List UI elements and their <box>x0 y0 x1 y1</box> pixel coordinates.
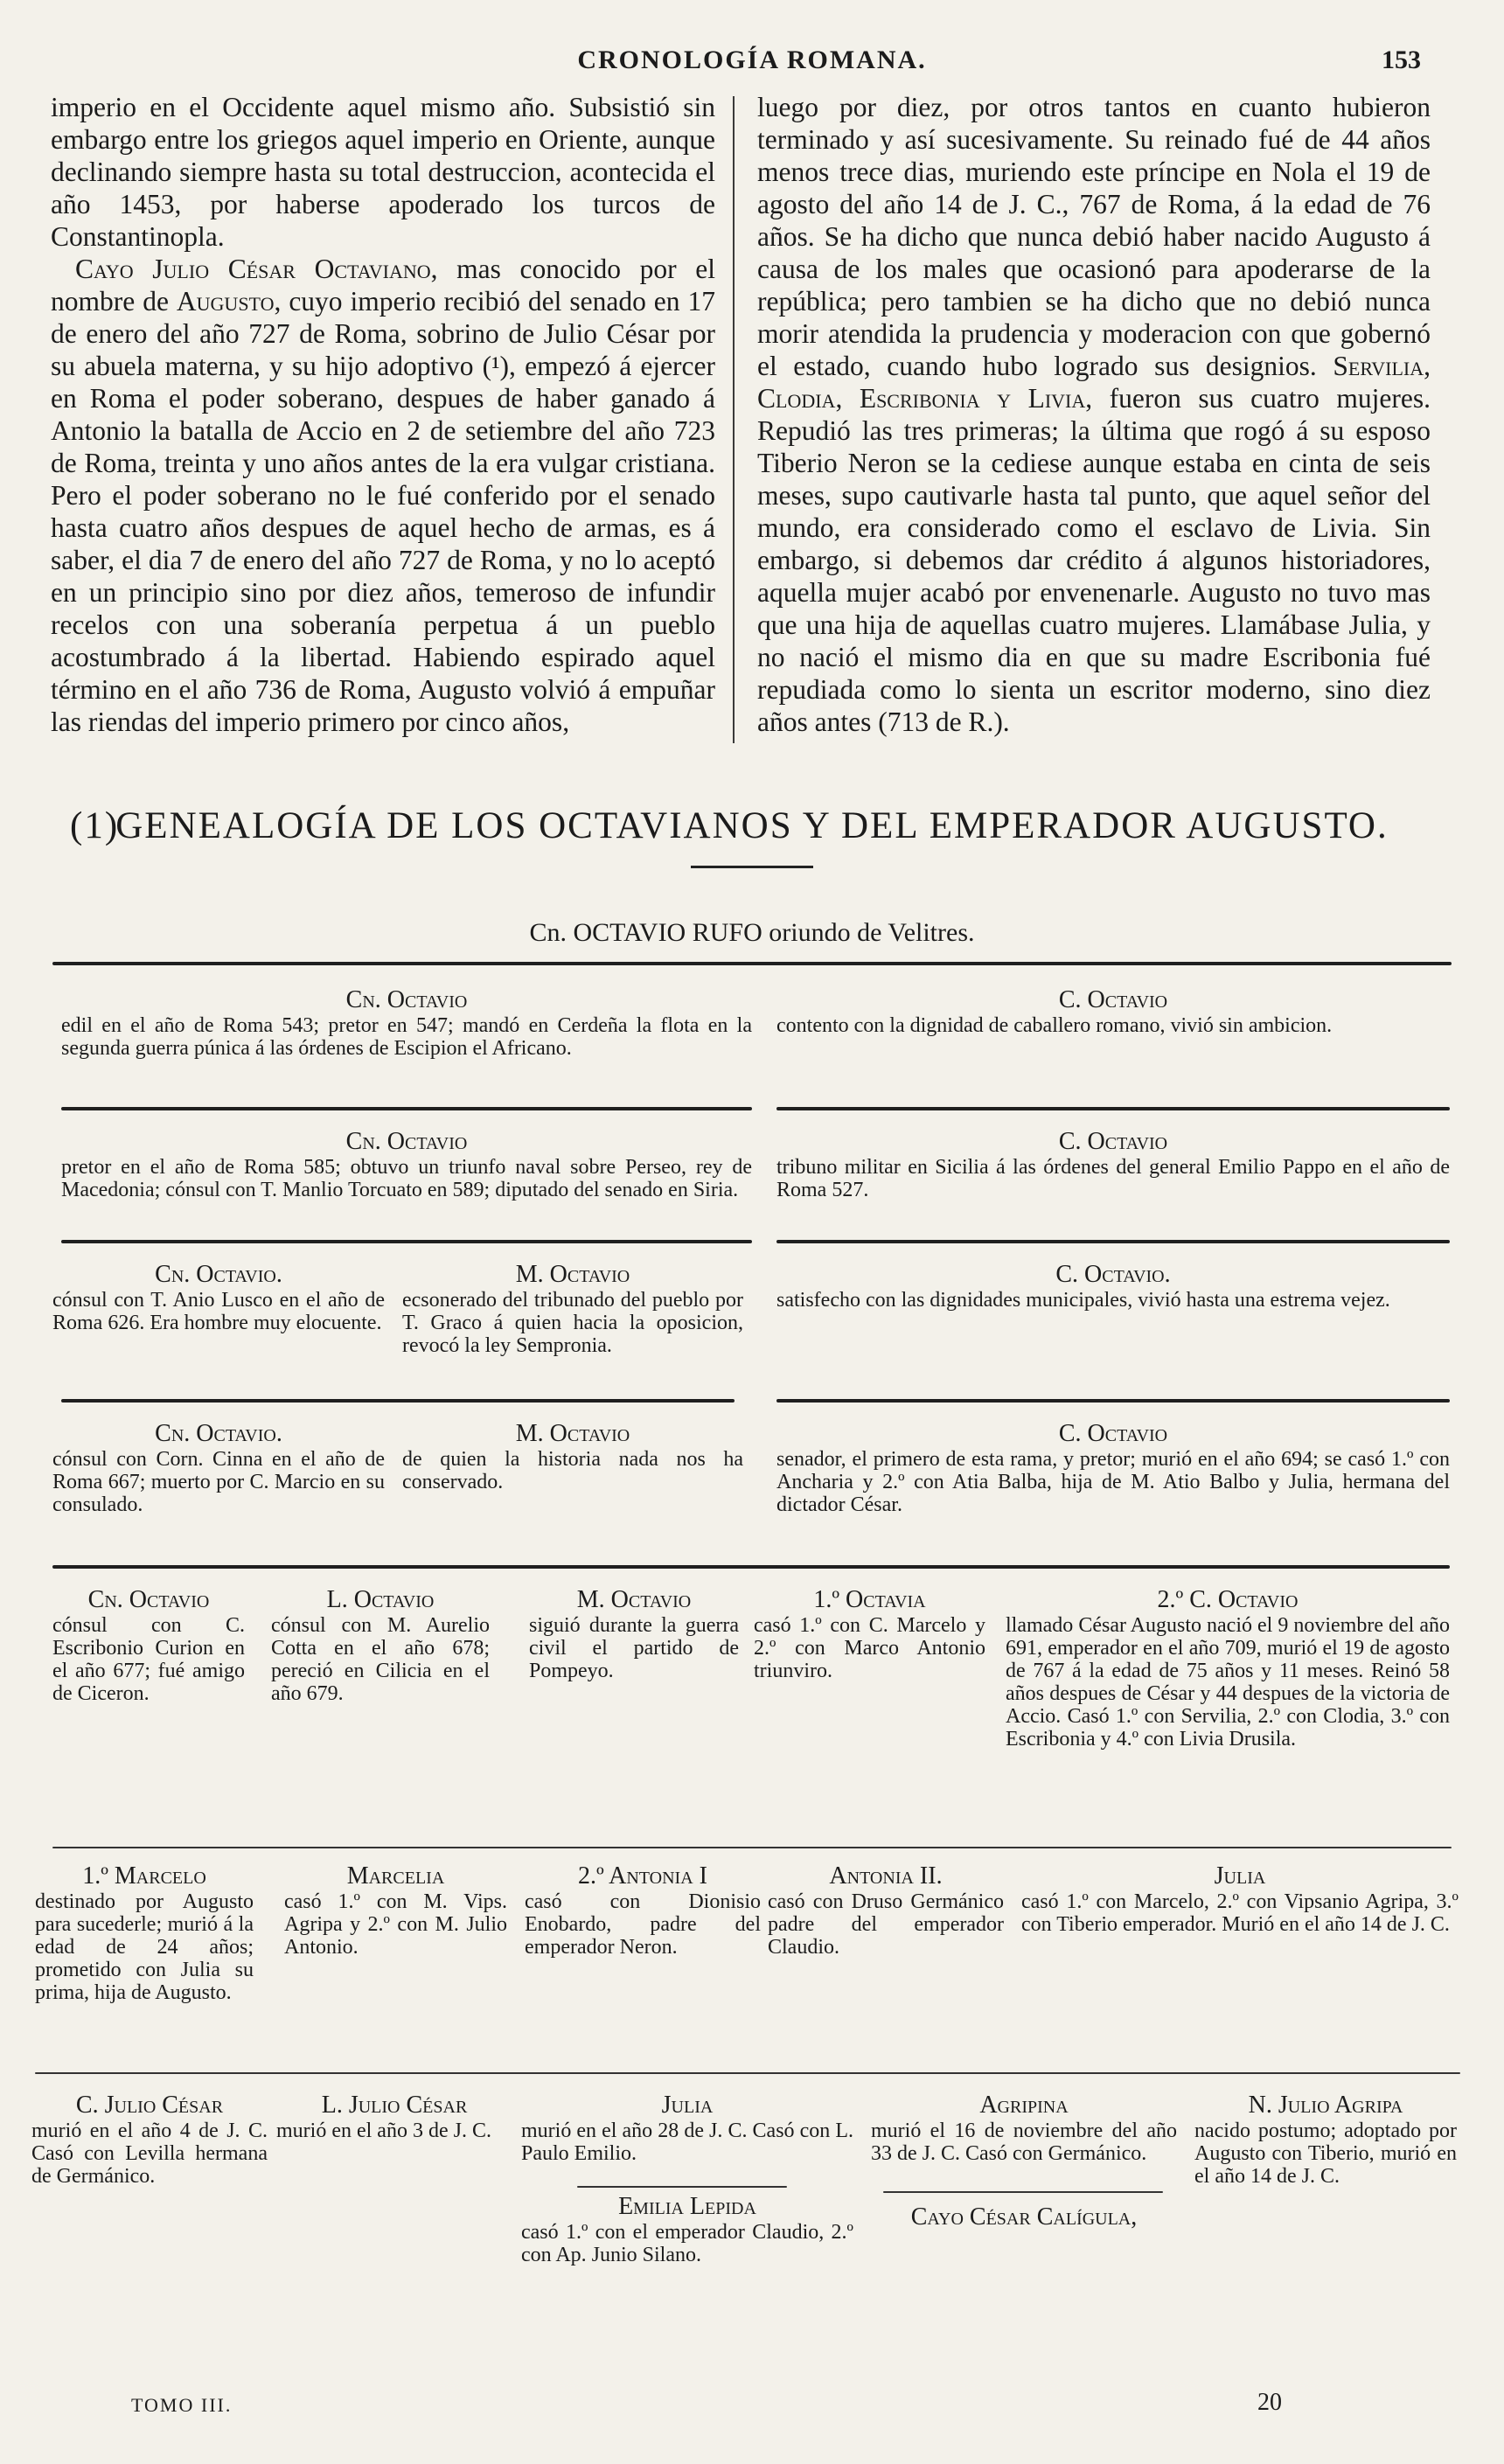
rule-julia <box>577 2186 787 2188</box>
gen6-text-4: casó con Druso Germánico padre del emperador Claudio. <box>768 1890 1004 1959</box>
gen7-node-7 <box>1194 2092 1457 2188</box>
rule-gen3-right <box>776 1399 1450 1403</box>
augusto-name: Augusto <box>176 286 275 317</box>
left-column <box>51 91 715 738</box>
rule-gen4-left <box>52 1565 804 1569</box>
rule-gen6 <box>35 2072 1460 2074</box>
gen5-node-4 <box>754 1586 985 1682</box>
gen2-text-1: pretor en el año de Roma 585; obtuvo un triunfo naval sobre Perseo, rey de Macedonia; cónsul con T. Manlio Torcuato en 589; diputado del senado en Siria. <box>61 1156 752 1201</box>
footnote-mark: (1) <box>70 805 120 846</box>
gen4-node-1 <box>52 1420 385 1516</box>
left-paragraph-2 <box>51 253 715 738</box>
gen4-node-2 <box>402 1420 743 1493</box>
gen3-text-1: cónsul con T. Anio Lusco en el año de Roma 626. Era hombre muy elocuente. <box>52 1289 385 1334</box>
gen3-name-2: M. Octavio <box>515 1261 630 1288</box>
genealogy-title <box>0 804 1504 847</box>
rule-gen2-right <box>776 1240 1450 1243</box>
column-divider <box>733 96 735 743</box>
rule-gen3-left <box>61 1399 735 1403</box>
gen5-name-2: L. Octavio <box>326 1586 435 1613</box>
signature-mark: 20 <box>1257 2389 1282 2416</box>
gen6-text-3: casó con Dionisio Enobardo, padre del emperador Neron. <box>525 1890 761 1959</box>
gen1-text-2: contento con la dignidad de caballero romano, vivió sin ambicion. <box>776 1014 1333 1037</box>
right-paragraph-1-b: , fueron sus cuatro mujeres. Repudió las tres primeras; la última que rogó á su esposo Tiberio Neron se la cediese aunque estaba en cinta de seis meses, supo cautivarle hasta tal punto, que aquel señor del mundo, era considerado como el esclavo de Livia. Sin embargo, si debemos dar crédito á algunos historiadores, aquella mujer acabó por envenenarle. Augusto no tuvo mas que una hija de aquellas cuatro mujeres. Llamábase Julia, y no nació el mismo dia en que su madre Escribonia fué repudiada como lo sienta un escritor moderno, sino diez años antes (713 de R.). <box>757 383 1431 737</box>
gen3-node-2 <box>402 1261 743 1357</box>
gen1-name-1: Cn. Octavio <box>345 986 468 1013</box>
gen7-text-1: murió en el año 4 de J. C. Casó con Levilla hermana de Germánico. <box>31 2119 268 2188</box>
gen7-name-5: Agripina <box>979 2092 1069 2119</box>
gen7-text-5: murió el 16 de noviembre del año 33 de J. C. Casó con Germánico. <box>871 2119 1177 2165</box>
octaviano-name: Cayo Julio César Octaviano <box>75 254 431 284</box>
genealogy-title-text: GENEALOGÍA DE LOS OCTAVIANOS Y DEL EMPERADOR AUGUSTO. <box>115 805 1389 846</box>
right-paragraph-1 <box>757 91 1431 738</box>
gen1-node-1 <box>61 986 752 1060</box>
gen3-text-2: ecsonerado del tribunado del pueblo por T. Graco á quien hacia la oposicion, revocó la ley Sempronia. <box>402 1289 743 1357</box>
gen1-text-1: edil en el año de Roma 543; pretor en 547; mandó en Cerdeña la flota en la segunda guerra púnica á las órdenes de Escipion el Africano. <box>61 1014 752 1060</box>
gen6-name-2: Marcelia <box>346 1862 445 1890</box>
gen6-node-2 <box>284 1862 507 1959</box>
gen4-text-1: cónsul con Corn. Cinna en el año de Roma 667; muerto por C. Marcio en su consulado. <box>52 1448 385 1516</box>
rule-agripina <box>883 2191 1163 2193</box>
gen2-node-1 <box>61 1128 752 1201</box>
ancestor-name: Cn. OCTAVIO RUFO oriundo de Velitres. <box>529 918 975 947</box>
gen7-name-7: N. Julio Agripa <box>1248 2092 1403 2119</box>
gen2-name-1: Cn. Octavio <box>345 1128 468 1155</box>
gen7-name-1: C. Julio César <box>75 2092 224 2119</box>
gen7-name-3: Julia <box>661 2092 714 2119</box>
gen7-name-6: Cayo César Calígula, <box>910 2203 1138 2231</box>
gen7-node-5 <box>871 2092 1177 2165</box>
gen5-name-1: Cn. Octavio <box>87 1586 210 1613</box>
gen6-name-4: Antonia II. <box>829 1862 943 1890</box>
rule-gen2-left <box>61 1240 752 1243</box>
gen5-node-2 <box>271 1586 490 1705</box>
gen7-text-7: nacido postumo; adoptado por Augusto con Tiberio, murió en el año 14 de J. C. <box>1194 2119 1457 2188</box>
gen4-name-2: M. Octavio <box>515 1420 630 1447</box>
gen7-node-1 <box>31 2092 268 2188</box>
gen7-name-2: L. Julio César <box>321 2092 468 2119</box>
rule-gen4-right <box>776 1565 1450 1569</box>
gen6-node-1 <box>35 1862 254 2004</box>
rule-gen1-left <box>61 1107 752 1110</box>
rule-gen1-right <box>776 1107 1450 1110</box>
gen2-text-2: tribuno militar en Sicilia á las órdenes del general Emilio Pappo en el año de Roma 527. <box>776 1156 1450 1201</box>
gen2-node-2 <box>776 1128 1450 1201</box>
gen3-name-1: Cn. Octavio. <box>155 1261 282 1288</box>
gen7-node-6 <box>871 2203 1177 2231</box>
gen6-text-5: casó 1.º con Marcelo, 2.º con Vipsanio Agripa, 3.º con Tiberio emperador. Murió en el año 14 de J. C. <box>1021 1890 1459 1936</box>
running-title: CRONOLOGÍA ROMANA. <box>577 45 927 74</box>
gen6-name-3: 2.º Antonia I <box>578 1862 707 1890</box>
gen5-node-3 <box>529 1586 739 1682</box>
gen5-text-2: cónsul con M. Aurelio Cotta en el año 678; pereció en Cilicia en el año 679. <box>271 1614 490 1705</box>
gen6-name-5: Julia <box>1214 1862 1266 1890</box>
gen3-node-1 <box>52 1261 385 1334</box>
gen5-text-4: casó 1.º con C. Marcelo y 2.º con Marco Antonio triunviro. <box>754 1614 985 1682</box>
gen5-name-4: 1.º Octavia <box>813 1586 926 1613</box>
gen7-node-2 <box>276 2092 512 2142</box>
gen4-text-2: de quien la historia nada nos ha conservado. <box>402 1448 743 1493</box>
gen5-text-5: llamado César Augusto nació el 9 noviembre del año 691, emperador en el año 709, murió el 19 de agosto de 767 á la edad de 75 años y 11 meses. Reinó 58 años despues de César y 44 despues de la victoria de Accio. Casó 1.º con Servilia, 2.º con Clodia, 3.º con Escribonia y 4.º con Livia Drusila. <box>1006 1614 1450 1751</box>
gen4-name-1: Cn. Octavio. <box>155 1420 282 1447</box>
gen4-text-3: senador, el primero de esta rama, y pretor; murió en el año 694; se casó 1.º con Ancharia y 2.º con Atia Balba, hija de M. Atio Balbo y Julia, hermana del dictador César. <box>776 1448 1450 1516</box>
rule-gen0 <box>52 962 1452 965</box>
rule-gen5 <box>52 1847 1452 1848</box>
left-paragraph-1: imperio en el Occidente aquel mismo año. Subsistió sin embargo entre los griegos aquel imperio en Oriente, aunque declinando siempre hasta su total destruccion, acontecida el año 1453, por haberse apoderado los turcos de Constantinopla. <box>51 92 715 252</box>
gen7-text-4: casó 1.º con el emperador Claudio, 2.º con Ap. Junio Silano. <box>521 2221 853 2266</box>
gen3-text-3: satisfecho con las dignidades municipales, vivió hasta una estrema vejez. <box>776 1289 1390 1312</box>
page-number: 153 <box>1382 45 1421 74</box>
gen4-node-3 <box>776 1420 1450 1516</box>
right-column <box>757 91 1431 738</box>
title-underline <box>691 866 813 868</box>
gen5-name-3: M. Octavio <box>576 1586 692 1613</box>
gen5-node-1 <box>52 1586 245 1705</box>
gen7-text-2: murió en el año 3 de J. C. <box>276 2119 491 2142</box>
gen5-node-5 <box>1006 1586 1450 1751</box>
left-paragraph-2-b: , cuyo imperio recibió del senado en 17 de enero del año 727 de Roma, sobrino de Julio César por su abuela materna, y su hijo adoptivo (¹), empezó á ejercer en Roma el poder soberano, despues de haber ganado á Antonio la batalla de Accio en 2 de setiembre del año 723 de Roma, treinta y uno años antes de la era vulgar cristiana. Pero el poder soberano no le fué conferido por el senado hasta cuatro años despues de aquel hecho de armas, es á saber, el dia 7 de enero del año 727 de Roma, y no lo aceptó en un principio sino por diez años, temeroso de infundir recelos con una soberanía perpetua á un pueblo acostumbrado á la libertad. Habiendo espirado aquel término en el año 736 de Roma, Augusto volvió á empuñar las riendas del imperio primero por cinco años, <box>51 286 715 737</box>
gen3-name-3: C. Octavio. <box>1055 1261 1171 1288</box>
left-paragraph-2-a: , mas conocido por el nombre de <box>51 254 715 317</box>
gen3-node-3 <box>776 1261 1450 1312</box>
gen6-node-5 <box>1021 1862 1459 1936</box>
gen6-node-3 <box>525 1862 761 1959</box>
wives-names: Servilia, Clodia, Escribonia y Livia <box>757 351 1431 414</box>
gen6-text-2: casó 1.º con M. Vips. Agripa y 2.º con M. Julio Antonio. <box>284 1890 507 1959</box>
gen5-name-5: 2.º C. Octavio <box>1157 1586 1299 1613</box>
gen1-name-2: C. Octavio <box>1058 986 1168 1013</box>
gen2-name-2: C. Octavio <box>1058 1128 1168 1155</box>
right-paragraph-1-a: luego por diez, por otros tantos en cuanto hubieron terminado y así sucesivamente. Su reinado fué de 44 años menos trece dias, muriendo este príncipe en Nola el 19 de agosto del año 14 de J. C., 767 de Roma, á la edad de 76 años. Se ha dicho que nunca debió haber nacido Augusto á causa de los males que ocasionó para apoderarse de la república; pero tambien se ha dicho que no debió nunca morir atendida la prudencia y moderacion con que gobernó el estado, cuando hubo logrado sus designios. <box>757 92 1431 381</box>
gen5-text-1: cónsul con C. Escribonio Curion en el año 677; fué amigo de Ciceron. <box>52 1614 245 1705</box>
volume-label: TOMO III. <box>131 2394 233 2416</box>
gen7-node-4 <box>521 2193 853 2266</box>
gen7-text-3: murió en el año 28 de J. C. Casó con L. Paulo Emilio. <box>521 2119 853 2165</box>
gen7-name-4: Emilia Lepida <box>618 2193 756 2220</box>
gen6-text-1: destinado por Augusto para sucederle; murió á la edad de 24 años; prometido con Julia su prima, hija de Augusto. <box>35 1890 254 2004</box>
gen6-name-1: 1.º Marcelo <box>82 1862 206 1890</box>
gen4-name-3: C. Octavio <box>1058 1420 1168 1447</box>
gen6-node-4 <box>768 1862 1004 1959</box>
gen5-text-3: siguió durante la guerra civil el partido de Pompeyo. <box>529 1614 739 1682</box>
gen7-node-3 <box>521 2092 853 2165</box>
gen1-node-2 <box>776 986 1450 1037</box>
